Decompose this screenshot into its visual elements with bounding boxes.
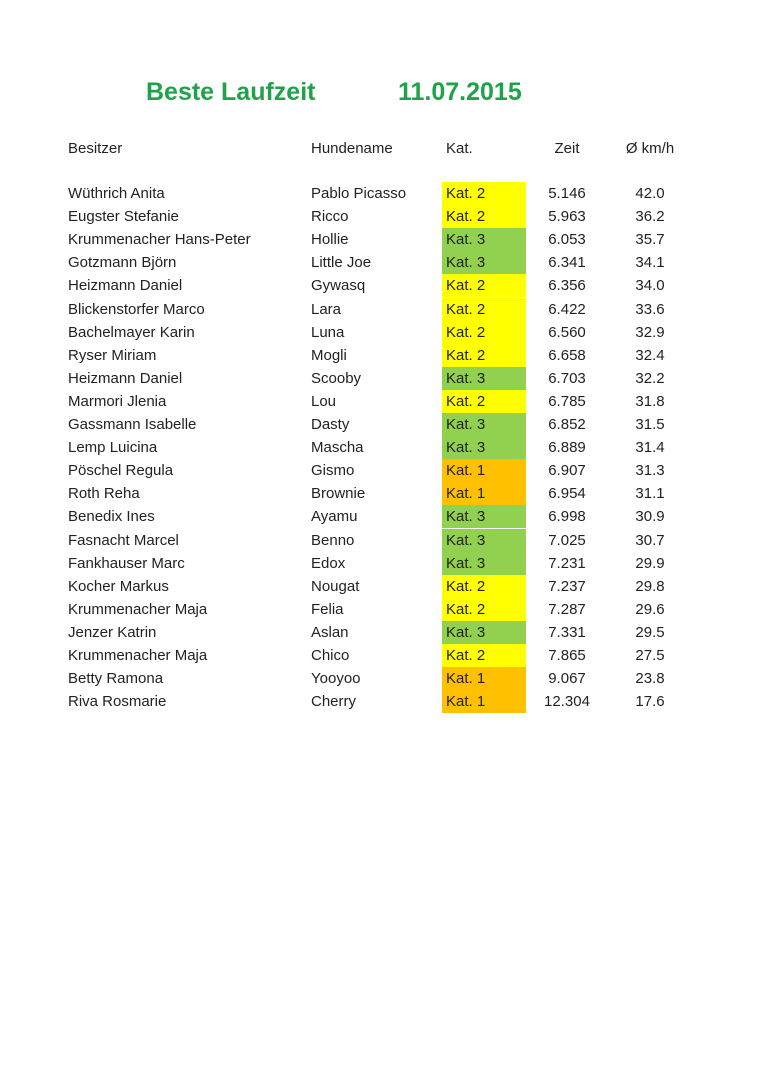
row-category: Kat. 3 [442,621,526,644]
row-speed: 36.2 [635,208,665,226]
row-time: 7.025 [548,531,586,549]
row-category: Kat. 2 [442,390,526,413]
row-category: Kat. 3 [442,413,526,436]
header-time: Zeit [554,140,580,157]
row-category: Kat. 2 [442,344,526,367]
table-row [0,667,758,690]
row-owner: Krummenacher Maja [68,647,208,664]
row-category: Kat. 2 [442,575,526,598]
table-row [0,367,758,390]
row-owner: Marmori Jlenia [68,392,167,410]
row-category: Kat. 2 [442,644,526,667]
row-speed: 23.8 [635,670,665,688]
row-owner: Roth Reha [68,485,140,503]
row-time: 7.331 [548,623,586,641]
table-row [0,321,758,344]
row-dog: Scooby [311,369,362,387]
row-speed: 30.7 [635,531,665,549]
row-time: 6.422 [548,300,586,318]
row-dog: Edox [311,554,346,572]
table-row [0,505,758,528]
row-owner: Bachelmayer Karin [68,323,195,341]
row-category: Kat. 3 [442,367,526,390]
row-time: 6.907 [548,462,586,480]
row-speed: 31.5 [635,416,665,433]
row-owner: Blickenstorfer Marco [68,300,205,318]
row-time: 6.852 [548,416,586,433]
row-dog: Aslan [311,623,349,641]
row-owner: Gotzmann Björn [68,254,177,272]
row-dog: Hollie [311,231,349,249]
row-category: Kat. 2 [442,182,526,205]
row-owner: Pöschel Regula [68,462,174,480]
row-owner: Gassmann Isabelle [68,416,197,433]
row-dog: Gismo [311,462,355,480]
row-dog: Brownie [311,485,366,503]
row-speed: 34.0 [635,277,665,295]
row-time: 7.865 [548,647,586,664]
row-category: Kat. 3 [442,505,526,528]
row-owner: Heizmann Daniel [68,277,183,295]
header-dog: Hundename [311,140,393,157]
row-time: 5.146 [548,185,586,202]
row-category: Kat. 1 [442,482,526,505]
row-owner: Jenzer Katrin [68,623,157,641]
row-owner: Lemp Luicina [68,439,158,457]
row-category: Kat. 1 [442,690,526,713]
row-time: 6.998 [548,508,586,526]
row-dog: Yooyoo [311,670,361,688]
row-time: 7.237 [548,577,586,595]
row-speed: 42.0 [635,185,665,202]
table-row [0,251,758,274]
row-time: 6.658 [548,346,586,364]
row-category: Kat. 2 [442,321,526,344]
row-owner: Krummenacher Maja [68,600,208,618]
row-owner: Fasnacht Marcel [68,531,179,549]
row-dog: Mascha [311,439,364,457]
row-dog: Ricco [311,208,349,226]
row-category: Kat. 2 [442,274,526,297]
row-owner: Heizmann Daniel [68,369,183,387]
row-category: Kat. 2 [442,598,526,621]
row-speed: 29.9 [635,554,665,572]
table-row [0,482,758,505]
row-time: 6.703 [548,369,586,387]
table-row [0,436,758,459]
table-row [0,182,758,205]
row-time: 5.963 [548,208,586,226]
row-time: 9.067 [548,670,586,688]
row-dog: Luna [311,323,345,341]
row-dog: Felia [311,600,344,618]
table-row [0,298,758,321]
row-owner: Benedix Ines [68,508,155,526]
row-category: Kat. 3 [442,228,526,251]
row-dog: Dasty [311,416,350,433]
row-dog: Cherry [311,693,357,711]
header-owner: Besitzer [68,140,123,157]
table-row [0,390,758,413]
table-row [0,344,758,367]
row-time: 6.954 [548,485,586,503]
row-category: Kat. 3 [442,251,526,274]
row-dog: Gywasq [311,277,366,295]
row-dog: Mogli [311,346,347,364]
table-row [0,552,758,575]
row-time: 7.287 [548,600,586,618]
row-dog: Chico [311,647,350,664]
row-dog: Pablo Picasso [311,185,407,202]
row-time: 6.053 [548,231,586,249]
row-owner: Riva Rosmarie [68,693,167,711]
row-time: 6.889 [548,439,586,457]
row-category: Kat. 3 [442,529,526,552]
row-speed: 35.7 [635,231,665,249]
table-row [0,228,758,251]
row-speed: 29.8 [635,577,665,595]
table-row [0,575,758,598]
row-category: Kat. 1 [442,667,526,690]
row-category: Kat. 3 [442,552,526,575]
page-title: Beste Laufzeit [146,78,316,106]
row-owner: Fankhauser Marc [68,554,185,572]
header-speed: Ø km/h [625,140,675,157]
page-date: 11.07.2015 [398,78,522,106]
row-owner: Wüthrich Anita [68,185,165,202]
row-speed: 31.1 [635,485,665,503]
table-row [0,529,758,552]
row-speed: 27.5 [635,647,665,664]
row-time: 6.341 [548,254,586,272]
row-category: Kat. 2 [442,205,526,228]
table-header [0,137,758,160]
row-category: Kat. 2 [442,298,526,321]
table-row [0,274,758,297]
row-category: Kat. 3 [442,436,526,459]
row-speed: 31.8 [635,392,665,410]
row-time: 6.785 [548,392,586,410]
row-speed: 30.9 [635,508,665,526]
row-dog: Little Joe [311,254,372,272]
row-speed: 17.6 [635,693,665,711]
table-row [0,644,758,667]
row-owner: Krummenacher Hans-Peter [68,231,251,249]
row-dog: Lou [311,392,337,410]
row-owner: Eugster Stefanie [68,208,179,226]
row-speed: 32.2 [635,369,665,387]
row-time: 6.560 [548,323,586,341]
table-row [0,621,758,644]
row-dog: Nougat [311,577,360,595]
row-dog: Lara [311,300,342,318]
row-speed: 29.6 [635,600,665,618]
row-time: 6.356 [548,277,586,295]
row-speed: 31.3 [635,462,665,480]
row-owner: Ryser Miriam [68,346,157,364]
row-time: 12.304 [544,693,590,711]
row-owner: Kocher Markus [68,577,169,595]
row-owner: Betty Ramona [68,670,164,688]
table-row [0,459,758,482]
row-dog: Ayamu [311,508,358,526]
row-speed: 29.5 [635,623,665,641]
row-category: Kat. 1 [442,459,526,482]
table-row [0,205,758,228]
row-time: 7.231 [548,554,586,572]
table-row [0,690,758,713]
row-speed: 34.1 [635,254,665,272]
table-row [0,598,758,621]
header-category: Kat. [446,140,473,157]
row-dog: Benno [311,531,355,549]
row-speed: 32.9 [635,323,665,341]
row-speed: 33.6 [635,300,665,318]
table-row [0,413,758,436]
row-speed: 31.4 [635,439,665,457]
row-speed: 32.4 [635,346,665,364]
